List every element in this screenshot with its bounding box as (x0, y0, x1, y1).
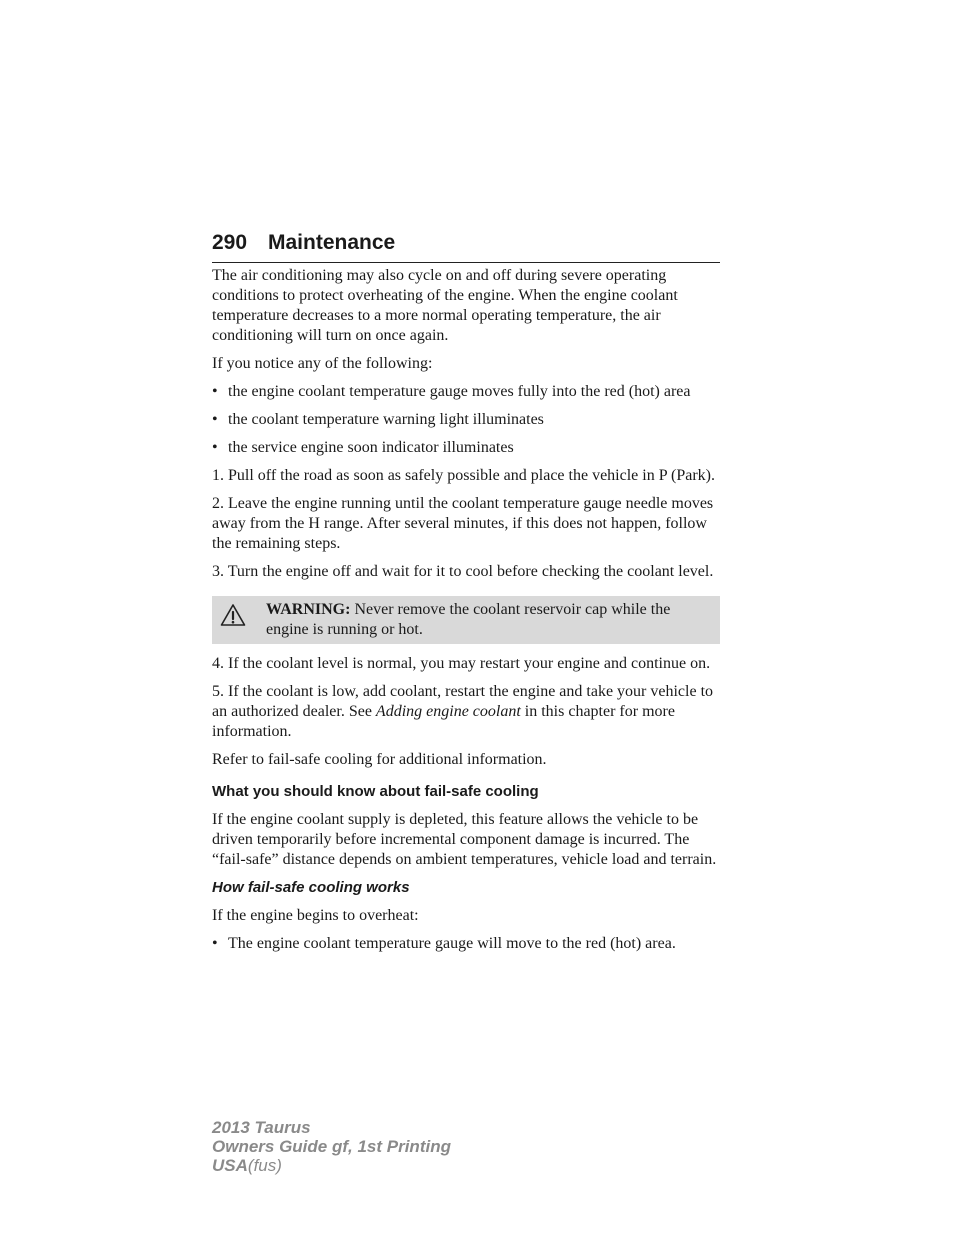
warning-text (256, 600, 712, 640)
warning-message: Never remove the coolant reservoir cap while the engine is running or hot. (266, 601, 671, 638)
paragraph: If the engine coolant supply is depleted, this feature allows the vehicle to be driven temporarily before incremental component damage is incurred. The “fail-safe” distance depends on ambient temperatures, vehicle load and terrain. (212, 811, 717, 868)
page-footer (212, 1118, 451, 1175)
page-header (212, 228, 720, 263)
footer-line (212, 1156, 451, 1175)
paragraph: If you notice any of the following: (212, 355, 433, 372)
subheading: How fail-safe cooling works (212, 879, 410, 896)
step-4: 4. If the coolant level is normal, you may restart your engine and continue on. (212, 655, 711, 672)
body-text (212, 266, 720, 962)
footer-region: USA (212, 1156, 248, 1175)
step-3: 3. Turn the engine off and wait for it to cool before checking the coolant level. (212, 563, 714, 580)
cross-reference: Adding engine coolant (375, 703, 521, 720)
list-item-text: the engine coolant temperature gauge moves fully into the red (hot) area (228, 383, 691, 400)
subheading: What you should know about fail-safe cooling (212, 783, 539, 800)
footer-code: (fus) (247, 1156, 282, 1175)
step-5-text: 5. If the coolant is low, add coolant, restart the engine and take your vehicle to an authorized dealer. See (212, 683, 714, 720)
list-item (212, 934, 720, 954)
list-item (212, 438, 720, 458)
list-item (212, 410, 720, 430)
paragraph: Refer to fail-safe cooling for additional information. (212, 751, 547, 768)
paragraph: The air conditioning may also cycle on and off during severe operating conditions to protect overheating of the engine. When the engine coolant temperature decreases to a more normal operating temperature, the air conditioning will turn on once again. (212, 267, 678, 344)
footer-line: Owners Guide gf, 1st Printing (212, 1137, 451, 1156)
list-item-text: the service engine soon indicator illuminates (228, 439, 514, 456)
step-1: 1. Pull off the road as soon as safely possible and place the vehicle in P (Park). (212, 467, 715, 484)
page-number: 290 (212, 231, 248, 254)
warning-triangle-icon (220, 600, 256, 633)
paragraph: If the engine begins to overheat: (212, 907, 419, 924)
bullet-icon: • (212, 411, 218, 428)
bullet-icon: • (212, 935, 218, 952)
warning-box (212, 596, 720, 644)
section-title: Maintenance (268, 231, 396, 254)
bullet-icon: • (212, 439, 218, 456)
list-item-text: The engine coolant temperature gauge will move to the red (hot) area. (228, 935, 676, 952)
warning-label: WARNING: (266, 601, 351, 618)
step-5-text-end: in this chapter for more information. (212, 703, 675, 740)
list-item (212, 382, 720, 402)
list-item-text: the coolant temperature warning light illuminates (228, 411, 544, 428)
footer-line: 2013 Taurus (212, 1118, 311, 1137)
step-2: 2. Leave the engine running until the coolant temperature gauge needle moves away from the H range. After several minutes, if this does not happen, follow the remaining steps. (212, 495, 714, 552)
bullet-icon: • (212, 383, 218, 400)
step-5 (212, 682, 720, 742)
